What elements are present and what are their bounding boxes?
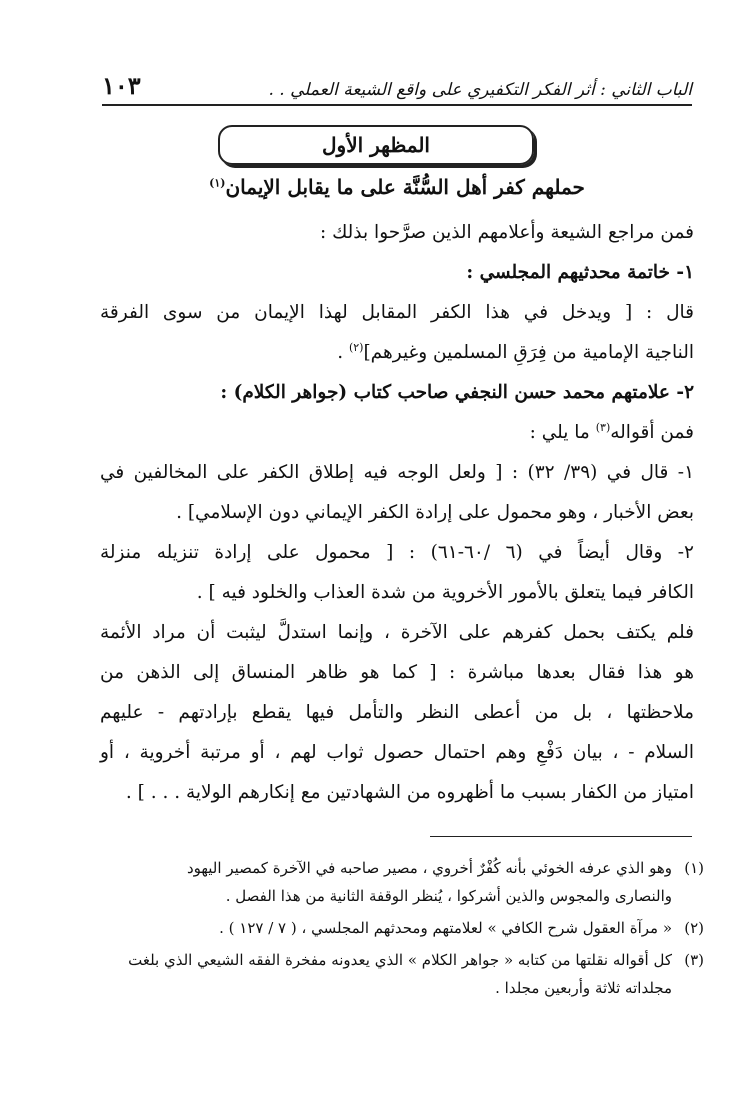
footnote-3-line1 bbox=[100, 948, 704, 972]
intro-line: فمن مراجع الشيعة وأعلامهم الذين صرَّحوا بذلك : bbox=[319, 222, 694, 243]
footnote-1-text: وهو الذي عرفه الخوئي بأنه كُفْرٌ أخروي ، مصير صاحبه في الآخرة كمصير اليهود bbox=[186, 859, 672, 877]
footnote-ref-1: (١) bbox=[209, 176, 226, 190]
footnote-1-line2: والنصارى والمجوس والذين أشركوا ، يُنظر الوقفة الثانية من هذا الفصل . bbox=[225, 887, 672, 905]
item1-quote-line1: قال : [ ويدخل في هذا الكفر المقابل لهذا الإيمان من سوى الفرقة bbox=[100, 302, 694, 323]
para-line-5: امتياز من الكفار بسبب ما أظهروه من الشهادتين مع إنكارهم الولاية . . . ] . bbox=[125, 782, 694, 803]
footnote-rule bbox=[430, 836, 692, 837]
item1-quote-end: . bbox=[337, 342, 349, 363]
footnote-2-text: « مرآة العقول شرح الكافي » لعلامتهم ومحدثهم المجلسي ، ( ٧ / ١٢٧ ) . bbox=[219, 919, 672, 937]
section-title: المظهر الأول bbox=[322, 133, 430, 157]
section-subtitle bbox=[100, 172, 694, 202]
footnote-3-line2: مجلداته ثلاثة وأربعين مجلدا . bbox=[495, 979, 672, 997]
footnote-3-text: كل أقواله نقلتها من كتابه « جواهر الكلام » الذي يعدونه مفخرة الفقه الشيعي الذي بلغت bbox=[128, 951, 672, 969]
footnote-2-number: (٢) bbox=[684, 919, 704, 937]
item2-p2-line1: ٢- وقال أيضاً في (٦ /٦٠-٦١) : [ محمول على إرادة تنزيله منزلة bbox=[100, 542, 694, 563]
running-header bbox=[102, 70, 692, 100]
subtitle-text: حملهم كفر أهل السُّنَّة على ما يقابل الإيمان bbox=[225, 175, 585, 199]
page-number: ١٠٣ bbox=[102, 71, 141, 100]
item2-intro bbox=[100, 418, 694, 448]
section-title-box bbox=[218, 125, 534, 165]
item2-intro-a: فمن أقواله bbox=[610, 422, 694, 443]
footnote-1-number: (١) bbox=[684, 859, 704, 877]
footnote-2 bbox=[100, 916, 704, 940]
running-title: الباب الثاني : أثر الفكر التكفيري على واقع الشيعة العملي . . bbox=[268, 80, 692, 100]
para-line-2: هو هذا فقال بعدها مباشرة : [ كما هو ظاهر المنساق إلى الذهن من bbox=[100, 662, 694, 683]
para-line-1: فلم يكتف بحمل كفرهم على الآخرة ، وإنما استدلَّ ليثبت أن مراد الأئمة bbox=[100, 622, 694, 643]
item2-p1-line1: ١- قال في (٣٩/ ٣٢) : [ ولعل الوجه فيه إطلاق الكفر على المخالفين في bbox=[100, 462, 694, 483]
footnote-ref-3: (٣) bbox=[595, 420, 611, 434]
item2-p1-line2: بعض الأخبار ، وهو محمول على إرادة الكفر الإيماني دون الإسلامي] . bbox=[176, 502, 694, 523]
item2-intro-b: ما يلي : bbox=[529, 422, 596, 443]
header-rule bbox=[102, 104, 692, 106]
item1-quote-text: الناجية الإمامية من فِرَقِ المسلمين وغيرهم] bbox=[363, 342, 694, 363]
item1-heading: ١- خاتمة محدثيهم المجلسي : bbox=[466, 262, 694, 283]
footnote-ref-2: (٢) bbox=[348, 340, 364, 354]
footnote-1-line1 bbox=[100, 856, 704, 880]
para-line-3: ملاحظتها ، بل من أعطى النظر والتأمل فيها يقطع بإرادتهم - عليهم bbox=[100, 702, 694, 723]
item2-heading: ٢- علامتهم محمد حسن النجفي صاحب كتاب (جواهر الكلام) : bbox=[220, 382, 694, 403]
footnote-3-number: (٣) bbox=[684, 951, 704, 969]
item1-quote-line2 bbox=[100, 338, 694, 368]
item2-p2-line2: الكافر فيما يتعلق بالأمور الأخروية من شدة العذاب والخلود فيه ] . bbox=[196, 582, 694, 603]
para-line-4: السلام - ، بيان دَفْعِ وهم احتمال حصول ثواب لهم ، أو مرتبة أخروية ، أو bbox=[100, 742, 694, 763]
